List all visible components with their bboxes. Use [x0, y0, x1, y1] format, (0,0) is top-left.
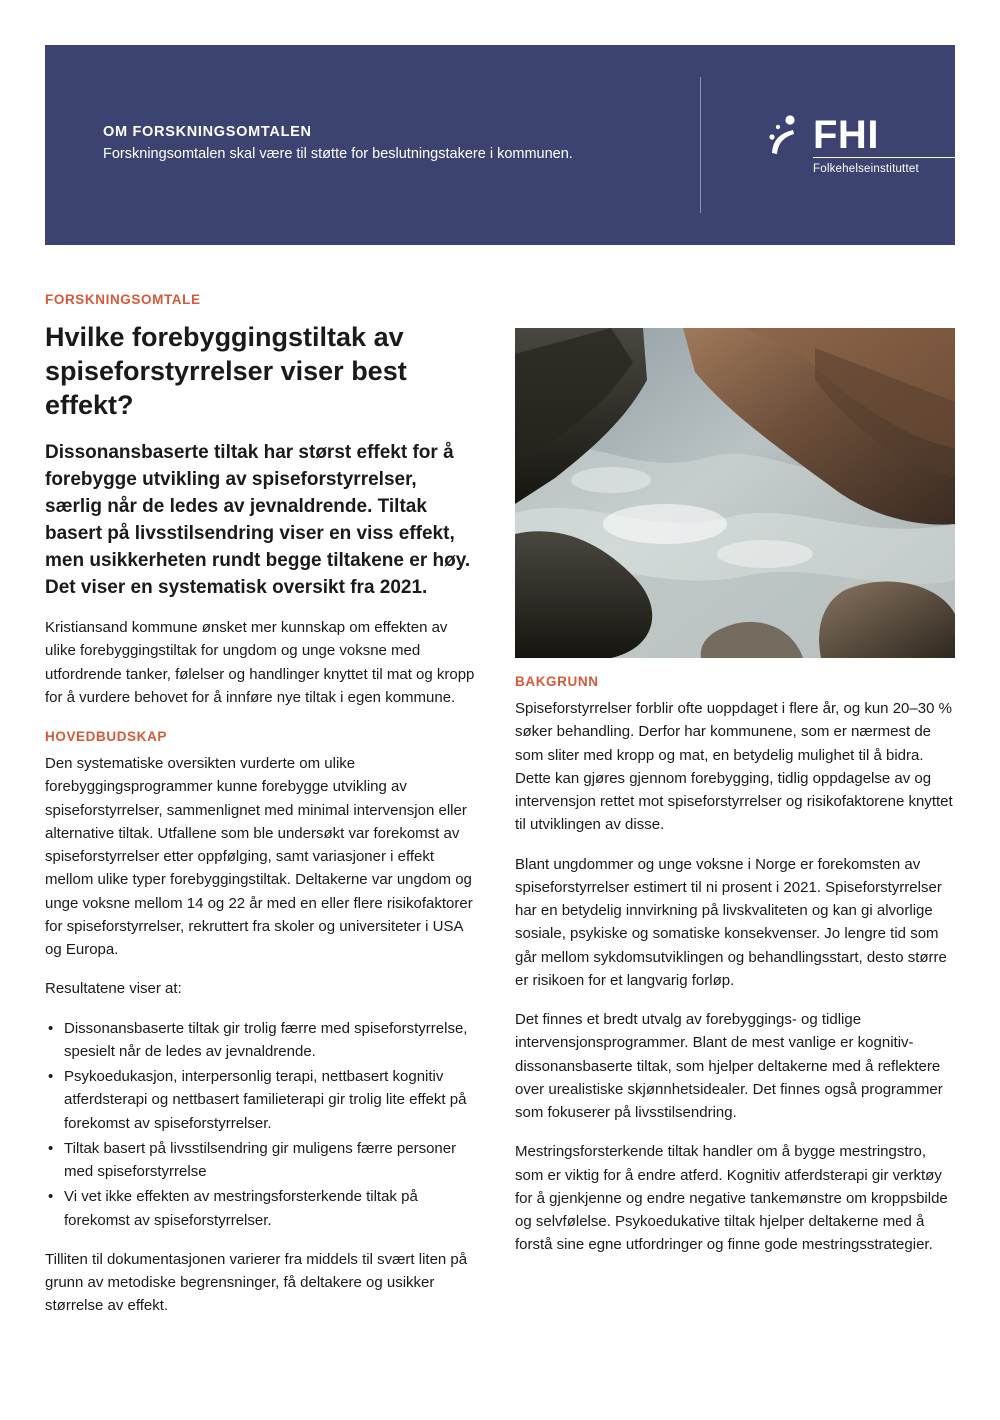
logo-row: [763, 113, 879, 157]
bakgrunn-paragraph-4: Mestringsforsterkende tiltak handler om å bygge mestringstro, som er viktig for å endre atferd. Kognitiv atferdsterapi gir verktøy for å gjenkjenne og endre negative tankemønstre om kroppsbilde og selvfølelse. Psykoedukative tiltak hjelper deltakerne med å forstå sine egne utfordringer og finne gode mestringsstrategier.: [515, 1143, 948, 1254]
header-divider: [700, 77, 701, 213]
logo-rule: [813, 157, 980, 158]
left-column: [45, 292, 477, 1334]
section-heading-hovedbudskap: HOVEDBUDSKAP: [45, 729, 167, 745]
fhi-logo: [763, 113, 919, 175]
page-header-band: [45, 45, 955, 245]
fhi-logo-tagline: Folkehelseinstituttet: [813, 163, 919, 175]
results-intro: Resultatene viser at:: [45, 980, 182, 998]
list-item: • Vi vet ikke effekten av mestringsforsterkende tiltak på forekomst av spiseforstyrrelser.: [64, 1185, 477, 1232]
hovedbudskap-paragraph: Den systematiske oversikten vurderte om ulike forebyggingsprogrammer kunne forebygge utvikling av spiseforstyrrelser, sammenlignet med minimal intervensjon eller alternative tiltak. Utfallene som ble undersøkt var forekomst av spiseforstyrrelser etter oppfølging, samt variasjoner i effekt mellom ulike typer forebyggingstiltak. Deltakerne var ungdom og unge voksne mellom 14 og 22 år med en eller flere risikofaktorer for spiseforstyrrelser, rekruttert fra skoler og universiteter i USA og Europa.: [45, 755, 473, 959]
section-heading-bakgrunn: BAKGRUNN: [515, 674, 599, 689]
page-title: Hvilke forebyggingstiltak av spiseforstyrrelser viser best effekt?: [45, 322, 407, 420]
article-photo: [515, 328, 955, 658]
list-item: • Psykoedukasjon, interpersonlig terapi, nettbasert kognitiv atferdsterapi og nettbasert familieterapi gir trolig lite effekt på forekomst av spiseforstyrrelser.: [64, 1065, 477, 1135]
results-bullet-list: [45, 1017, 477, 1232]
list-item: • Tiltak basert på livsstilsendring gir muligens færre personer med spiseforstyrrelse: [64, 1137, 477, 1184]
list-item: • Dissonansbaserte tiltak gir trolig færre med spiseforstyrrelse, spesielt når de ledes av jevnaldrende.: [64, 1017, 477, 1064]
hovedbudskap-closing: Tilliten til dokumentasjonen varierer fra middels til svært liten på grunn av metodiske begrensninger, få deltakere og usikker størrelse av effekt.: [45, 1250, 468, 1315]
article-lead: Dissonansbaserte tiltak har størst effekt for å forebygge utvikling av spiseforstyrrelser, særlig når de ledes av jevnaldrende. Tiltak basert på livsstilsendring viser en viss effekt, men usikkerheten rundt begge tiltakene er høy. Det viser en systematisk oversikt fra 2021.: [45, 442, 471, 599]
article-kicker: FORSKNINGSOMTALE: [45, 292, 201, 307]
header-text-block: [45, 124, 623, 165]
fhi-logo-wordmark: FHI: [813, 113, 879, 157]
fhi-figure-icon: [763, 113, 803, 157]
bakgrunn-paragraph-1: Spiseforstyrrelser forblir ofte uoppdaget i flere år, og kun 20–30 % søker behandling. Derfor har kommunene, som er nærmest de som sliter med kropp og mat, en betydelig mulighet til å bidra. Dette kan gjøres gjennom forebygging, tidlig oppdagelse av og intervensjon rettet mot spiseforstyrrelser og risikofaktorene knyttet til utviklingen av disse.: [515, 700, 953, 834]
header-subtitle: Forskningsomtalen skal være til støtte for beslutningstakere i kommunen.: [103, 146, 573, 163]
article-intro: Kristiansand kommune ønsket mer kunnskap om effekten av ulike forebyggingstiltak for ungdom og unge voksne med utfordrende tanker, følelser og handlinger knyttet til mat og kropp for å vurdere behovet for å innføre nye tiltak i egen kommune.: [45, 619, 475, 706]
right-column: [515, 328, 955, 1273]
header-kicker: OM FORSKNINGSOMTALEN: [103, 124, 312, 141]
bakgrunn-paragraph-2: Blant ungdommer og unge voksne i Norge er forekomsten av spiseforstyrrelser estimert til ni prosent i 2021. Spiseforstyrrelser har en betydelig innvirkning på livskvaliteten og kan gi alvorlige sosiale, psykiske og somatiske konsekvenser. Jo lengre tid som går mellom sykdomsutviklingen og behandlingsstart, desto større er risikoen for et langvarig forløp.: [515, 855, 947, 989]
bakgrunn-paragraph-3: Det finnes et bredt utvalg av forebyggings- og tidlige intervensjonsprogrammer. Blant de mest vanlige er kognitiv-dissonansbaserte tiltak, som hjelper deltakerne med å reflektere over urealistiske skjønnhetsidealer. Det finnes også programmer som fokuserer på livsstilsendring.: [515, 1011, 943, 1121]
